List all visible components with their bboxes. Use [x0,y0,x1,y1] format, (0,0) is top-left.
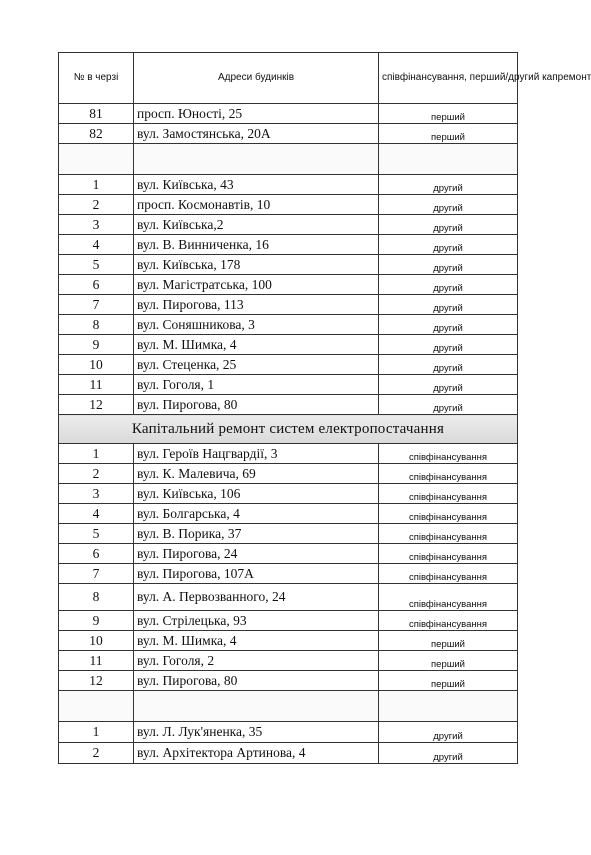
row-address: вул. Соняшникова, 3 [134,315,379,335]
row-address: вул. В. Винниченка, 16 [134,235,379,255]
row-type: другий [379,275,518,295]
table-row [59,215,518,235]
row-number: 11 [59,651,134,671]
table-row [59,375,518,395]
empty-cell [59,691,134,722]
table-row [59,444,518,464]
row-address: вул. Л. Лук'яненка, 35 [134,722,379,743]
row-number: 1 [59,444,134,464]
row-number: 1 [59,722,134,743]
row-number: 11 [59,375,134,395]
header-type: співфінансування, перший/другий капремонт [379,53,518,104]
table-row [59,584,518,611]
row-number: 1 [59,175,134,195]
row-address: вул. А. Первозванного, 24 [134,584,379,611]
row-number: 9 [59,611,134,631]
row-type: перший [379,651,518,671]
row-number: 6 [59,275,134,295]
row-address: вул. Магістратська, 100 [134,275,379,295]
table-row [59,275,518,295]
table-row [59,631,518,651]
row-type: співфінансування [379,524,518,544]
row-type: другий [379,235,518,255]
row-number: 5 [59,524,134,544]
table-row [59,671,518,691]
row-address: вул. Пирогова, 113 [134,295,379,315]
row-type: другий [379,175,518,195]
row-number: 3 [59,484,134,504]
row-type: другий [379,255,518,275]
row-type: перший [379,104,518,124]
row-number: 82 [59,124,134,144]
row-address: вул. Стрілецька, 93 [134,611,379,631]
table-row [59,355,518,375]
row-address: вул. Архітектора Артинова, 4 [134,743,379,764]
empty-cell [379,691,518,722]
row-type: співфінансування [379,484,518,504]
table-row [59,564,518,584]
row-address: вул. В. Порика, 37 [134,524,379,544]
row-address: вул. Київська, 43 [134,175,379,195]
row-type: перший [379,631,518,651]
row-type: другий [379,315,518,335]
row-address: вул. Пирогова, 80 [134,671,379,691]
row-address: вул. Пирогова, 24 [134,544,379,564]
empty-cell [59,144,134,175]
row-number: 7 [59,295,134,315]
row-number: 8 [59,315,134,335]
table-row [59,395,518,415]
row-number: 7 [59,564,134,584]
table-row [59,335,518,355]
row-number: 3 [59,215,134,235]
table-row [59,484,518,504]
blank-separator-row [59,144,518,175]
row-type: співфінансування [379,611,518,631]
row-number: 10 [59,631,134,651]
row-address: вул. Київська, 178 [134,255,379,275]
table-row [59,195,518,215]
table-row [59,651,518,671]
row-type: другий [379,215,518,235]
table-header-row [59,53,518,104]
row-address: вул. Гоголя, 2 [134,651,379,671]
table-row [59,104,518,124]
row-address: вул. М. Шимка, 4 [134,335,379,355]
row-number: 81 [59,104,134,124]
row-type: співфінансування [379,444,518,464]
row-address: вул. Пирогова, 107А [134,564,379,584]
row-type: другий [379,395,518,415]
blank-separator-row [59,691,518,722]
row-number: 8 [59,584,134,611]
row-number: 2 [59,743,134,764]
row-number: 6 [59,544,134,564]
header-address: Адреси будинків [134,53,379,104]
row-type: співфінансування [379,564,518,584]
row-address: вул. К. Малевича, 69 [134,464,379,484]
row-number: 4 [59,504,134,524]
table-row [59,124,518,144]
row-type: співфінансування [379,584,518,611]
table-row [59,464,518,484]
row-address: вул. М. Шимка, 4 [134,631,379,651]
row-address: вул. Замостянська, 20А [134,124,379,144]
row-number: 9 [59,335,134,355]
row-number: 12 [59,395,134,415]
row-type: другий [379,375,518,395]
table-row [59,255,518,275]
header-number: № в черзі [59,53,134,104]
row-address: вул. Гоголя, 1 [134,375,379,395]
table-row [59,504,518,524]
row-type: другий [379,295,518,315]
row-type: другий [379,355,518,375]
table-row [59,722,518,743]
row-number: 2 [59,464,134,484]
row-address: вул. Пирогова, 80 [134,395,379,415]
table-row [59,524,518,544]
row-address: вул. Болгарська, 4 [134,504,379,524]
row-type: співфінансування [379,504,518,524]
row-number: 5 [59,255,134,275]
table-row [59,315,518,335]
row-address: вул. Стеценка, 25 [134,355,379,375]
addresses-table [58,52,591,764]
empty-cell [379,144,518,175]
row-type: другий [379,743,518,764]
table-body [59,104,518,764]
row-address: просп. Юності, 25 [134,104,379,124]
table-row [59,743,518,764]
table-row [59,544,518,564]
row-address: вул. Київська,2 [134,215,379,235]
table-row [59,175,518,195]
section-title: Капітальний ремонт систем електропостачання [59,415,518,444]
row-type: перший [379,671,518,691]
section-row [59,415,518,444]
table-row [59,235,518,255]
empty-cell [134,691,379,722]
table-row [59,295,518,315]
row-number: 4 [59,235,134,255]
row-number: 2 [59,195,134,215]
row-address: вул. Героїв Нацгвардії, 3 [134,444,379,464]
row-number: 10 [59,355,134,375]
row-address: вул. Київська, 106 [134,484,379,504]
row-number: 12 [59,671,134,691]
table-row [59,611,518,631]
row-address: просп. Космонавтів, 10 [134,195,379,215]
row-type: перший [379,124,518,144]
row-type: другий [379,195,518,215]
row-type: співфінансування [379,544,518,564]
row-type: другий [379,722,518,743]
row-type: другий [379,335,518,355]
empty-cell [134,144,379,175]
row-type: співфінансування [379,464,518,484]
